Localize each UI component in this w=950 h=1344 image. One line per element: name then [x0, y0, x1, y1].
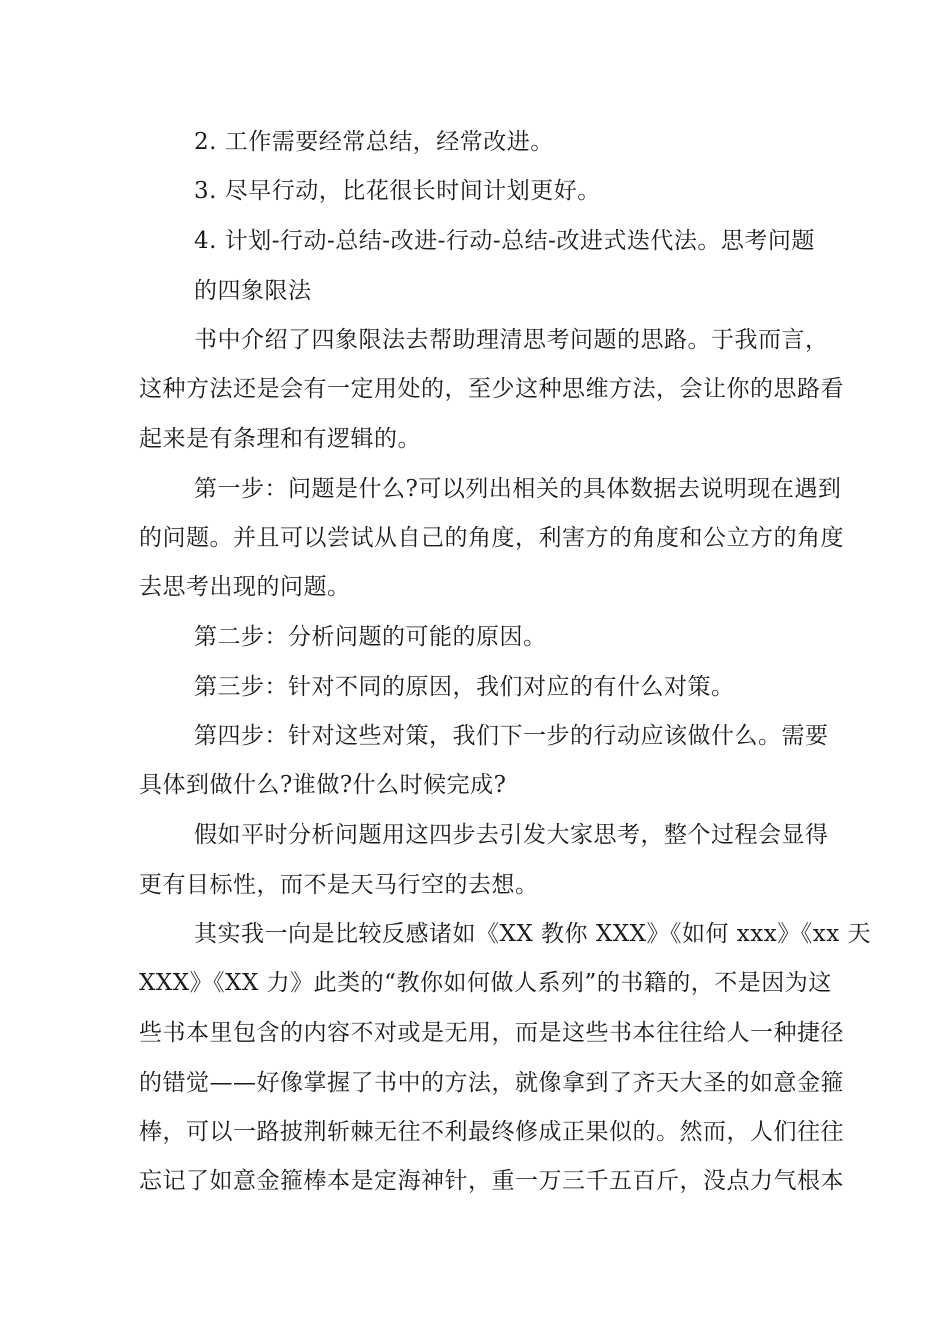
paragraph-line: 些书本里包含的内容不对或是无用，而是这些书本往往给人一种捷径 — [139, 1020, 844, 1046]
list-item-4-continued: 的四象限法 — [194, 278, 312, 304]
step-two-line: 第二步：分析问题的可能的原因。 — [194, 624, 547, 650]
step-three-line: 第三步：针对不同的原因，我们对应的有什么对策。 — [194, 674, 735, 700]
paragraph-line: 忘记了如意金箍棒本是定海神针，重一万三千五百斤，没点力气根本 — [139, 1168, 844, 1194]
paragraph-line: 假如平时分析问题用这四步去引发大家思考，整个过程会显得 — [194, 822, 829, 848]
paragraph-line: 的错觉——好像掌握了书中的方法，就像拿到了齐天大圣的如意金箍 — [139, 1070, 844, 1096]
step-four-line: 具体到做什么?谁做?什么时候完成? — [139, 772, 507, 798]
paragraph-line: XXX》《XX 力》此类的“教你如何做人系列”的书籍的，不是因为这 — [139, 970, 832, 996]
step-four-line: 第四步：针对这些对策，我们下一步的行动应该做什么。需要 — [194, 723, 829, 749]
paragraph-line: 这种方法还是会有一定用处的，至少这种思维方法，会让你的思路看 — [139, 376, 844, 402]
paragraph-line: 书中介绍了四象限法去帮助理清思考问题的思路。于我而言， — [194, 327, 829, 353]
list-item-2: 2. 工作需要经常总结，经常改进。 — [194, 129, 554, 155]
paragraph-line: 棒，可以一路披荆斩棘无往不利最终修成正果似的。然而，人们往往 — [139, 1119, 844, 1145]
step-one-line: 的问题。并且可以尝试从自己的角度，利害方的角度和公立方的角度 — [139, 525, 844, 551]
paragraph-line: 其实我一向是比较反感诸如《XX 教你 XXX》《如何 xxx》《xx 天 — [194, 921, 871, 947]
list-item-4: 4. 计划-行动-总结-改进-行动-总结-改进式迭代法。思考问题 — [194, 228, 815, 254]
step-one-line: 第一步：问题是什么?可以列出相关的具体数据去说明现在遇到 — [194, 476, 842, 502]
step-one-line: 去思考出现的问题。 — [139, 574, 351, 600]
paragraph-line: 更有目标性，而不是天马行空的去想。 — [139, 872, 539, 898]
list-item-3: 3. 尽早行动，比花很长时间计划更好。 — [194, 178, 601, 204]
paragraph-line: 起来是有条理和有逻辑的。 — [139, 426, 421, 452]
